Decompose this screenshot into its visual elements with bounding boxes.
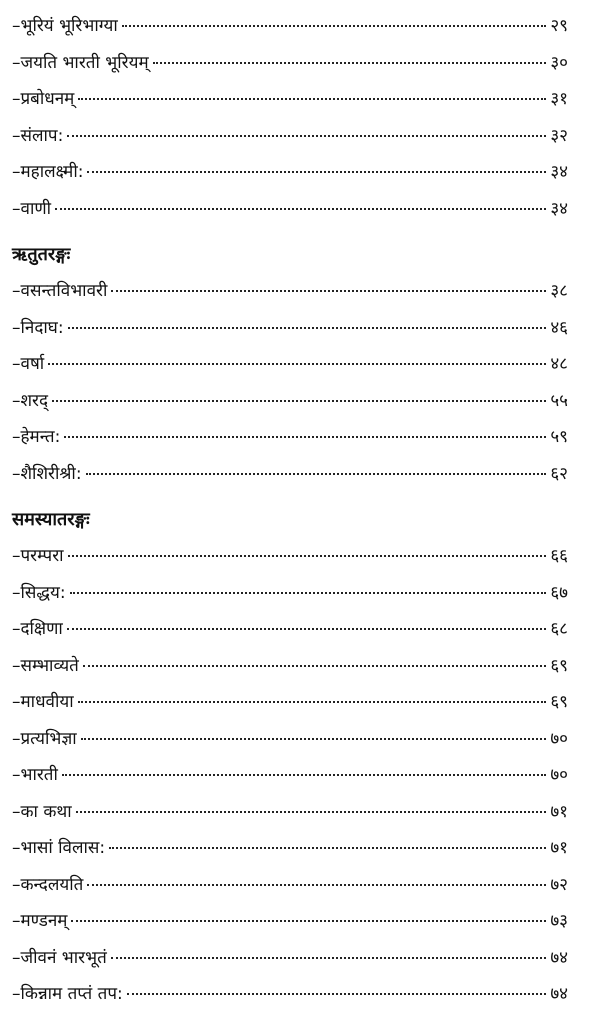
dot-leader	[52, 400, 546, 402]
entry-dash: –	[12, 655, 21, 676]
dot-leader	[83, 665, 547, 667]
entry-page-number: ३८	[550, 281, 568, 301]
dot-leader	[81, 738, 547, 740]
dot-leader	[122, 25, 547, 27]
entry-title: संलाप:	[20, 125, 64, 146]
entry-page-number: ७३	[550, 911, 568, 931]
contents-entry	[12, 721, 568, 758]
contents-entry	[12, 575, 568, 612]
entry-dash: –	[12, 947, 21, 968]
dot-leader	[64, 436, 546, 438]
entry-page-number: ६६	[550, 546, 568, 566]
entry-page-number: ३४	[550, 198, 568, 219]
dot-leader	[71, 920, 546, 922]
contents-entry	[12, 383, 568, 420]
entry-page-number: ७१	[550, 801, 568, 822]
entry-dash: –	[12, 463, 21, 484]
dot-leader	[62, 774, 546, 776]
entry-title: प्रबोधनम्	[20, 89, 75, 109]
dot-leader	[67, 628, 546, 630]
entry-title: कन्दलयति	[20, 874, 84, 895]
entry-page-number: ३४	[550, 162, 568, 182]
entry-title: शरद्	[20, 390, 49, 411]
entry-page-number: ६९	[550, 655, 568, 676]
contents-entry	[12, 456, 568, 493]
entry-dash: –	[12, 765, 21, 785]
entry-page-number: ७४	[550, 984, 568, 1004]
contents-entry	[12, 45, 568, 82]
entry-page-number: ४६	[550, 317, 568, 338]
entry-dash: –	[12, 281, 21, 301]
dot-leader	[87, 884, 546, 886]
entry-title: हेमन्त:	[20, 427, 61, 447]
entry-page-number: ४८	[550, 354, 568, 374]
entry-page-number: ५५	[550, 390, 568, 411]
entry-dash: –	[12, 317, 21, 338]
entry-title: शैशिरीश्री:	[20, 463, 82, 484]
contents-entry	[12, 940, 568, 977]
contents-entry	[12, 794, 568, 831]
entry-title: मण्डनम्	[20, 911, 68, 931]
entry-title: किन्नाम तप्तं तप:	[20, 984, 123, 1004]
contents-entry	[12, 903, 568, 940]
contents-entry	[12, 830, 568, 867]
entry-page-number: ७२	[550, 874, 568, 895]
entry-title: का कथा	[20, 801, 72, 822]
entry-dash: –	[12, 89, 21, 109]
entry-dash: –	[12, 52, 21, 73]
entry-page-number: ५९	[550, 427, 568, 447]
entry-dash: –	[12, 728, 21, 749]
dot-leader	[67, 135, 546, 137]
section-heading: ऋतुतरङ्गः	[12, 244, 71, 265]
dot-leader	[87, 171, 546, 173]
contents-entry	[12, 8, 568, 45]
dot-leader	[68, 327, 547, 329]
dot-leader	[109, 847, 546, 849]
contents-entry	[12, 648, 568, 685]
entry-title: महालक्ष्मी:	[20, 162, 84, 182]
entry-page-number: २९	[550, 16, 568, 36]
contents-entry	[12, 81, 568, 118]
entry-title: निदाघ:	[20, 317, 64, 338]
entry-title: दक्षिणा	[20, 619, 63, 639]
entry-title: वसन्तविभावरी	[20, 281, 108, 301]
contents-entry	[12, 684, 568, 721]
contents-entry	[12, 867, 568, 904]
entry-dash: –	[12, 911, 21, 931]
contents-entry	[12, 273, 568, 310]
entry-dash: –	[12, 801, 21, 822]
contents-entry	[12, 154, 568, 191]
entry-title: सिद्धय:	[20, 582, 66, 603]
contents-entry	[12, 346, 568, 383]
entry-page-number: ३०	[550, 52, 568, 73]
entry-dash: –	[12, 16, 21, 36]
entry-title: भूरियं भूरिभाग्या	[20, 16, 118, 36]
contents-entry	[12, 118, 568, 155]
entry-dash: –	[12, 692, 21, 712]
entry-title: माधवीया	[20, 692, 74, 712]
contents-entry	[12, 310, 568, 347]
dot-leader	[153, 62, 547, 64]
contents-group	[12, 502, 568, 1013]
dot-leader	[127, 993, 547, 995]
entry-title: वर्षा	[20, 354, 45, 374]
entry-title: सम्भाव्यते	[20, 655, 79, 676]
contents-group	[12, 237, 568, 492]
entry-page-number: ७०	[550, 728, 568, 749]
dot-leader	[86, 473, 547, 475]
entry-dash: –	[12, 354, 21, 374]
entry-page-number: ७१	[550, 838, 568, 858]
entry-title: परम्परा	[20, 546, 64, 566]
entry-dash: –	[12, 582, 21, 603]
entry-dash: –	[12, 984, 21, 1004]
contents-group	[12, 8, 568, 227]
entry-title: भासां विलास:	[20, 838, 106, 858]
entry-page-number: ६८	[550, 619, 568, 639]
dot-leader	[55, 208, 546, 210]
dot-leader	[78, 701, 547, 703]
entry-page-number: ७४	[550, 947, 568, 968]
contents-entry	[12, 611, 568, 648]
entry-page-number: ७०	[550, 765, 568, 785]
contents-entry	[12, 191, 568, 228]
entry-dash: –	[12, 390, 21, 411]
entry-dash: –	[12, 162, 21, 182]
dot-leader	[68, 555, 547, 557]
entry-dash: –	[12, 125, 21, 146]
entry-dash: –	[12, 546, 21, 566]
dot-leader	[111, 957, 547, 959]
entry-page-number: ६२	[550, 463, 568, 484]
entry-page-number: ३२	[550, 125, 568, 146]
contents-entry	[12, 538, 568, 575]
contents-entry	[12, 419, 568, 456]
contents-entry	[12, 976, 568, 1013]
entry-title: जयति भारती भूरियम्	[20, 52, 149, 73]
entry-dash: –	[12, 838, 21, 858]
entry-title: भारती	[20, 765, 58, 785]
entry-page-number: ६९	[550, 692, 568, 712]
entry-dash: –	[12, 874, 21, 895]
dot-leader	[111, 290, 546, 292]
contents-entry	[12, 757, 568, 794]
entry-dash: –	[12, 619, 21, 639]
dot-leader	[78, 98, 546, 100]
section-heading: समस्यातरङ्गः	[12, 509, 90, 530]
entry-title: प्रत्यभिज्ञा	[20, 728, 77, 749]
entry-dash: –	[12, 198, 21, 219]
entry-page-number: ३१	[550, 89, 568, 109]
dot-leader	[70, 592, 547, 594]
entry-title: वाणी	[20, 198, 52, 219]
dot-leader	[76, 811, 547, 813]
dot-leader	[48, 363, 546, 365]
entry-title: जीवनं भारभूतं	[20, 947, 107, 968]
entry-page-number: ६७	[550, 582, 568, 603]
entry-dash: –	[12, 427, 21, 447]
